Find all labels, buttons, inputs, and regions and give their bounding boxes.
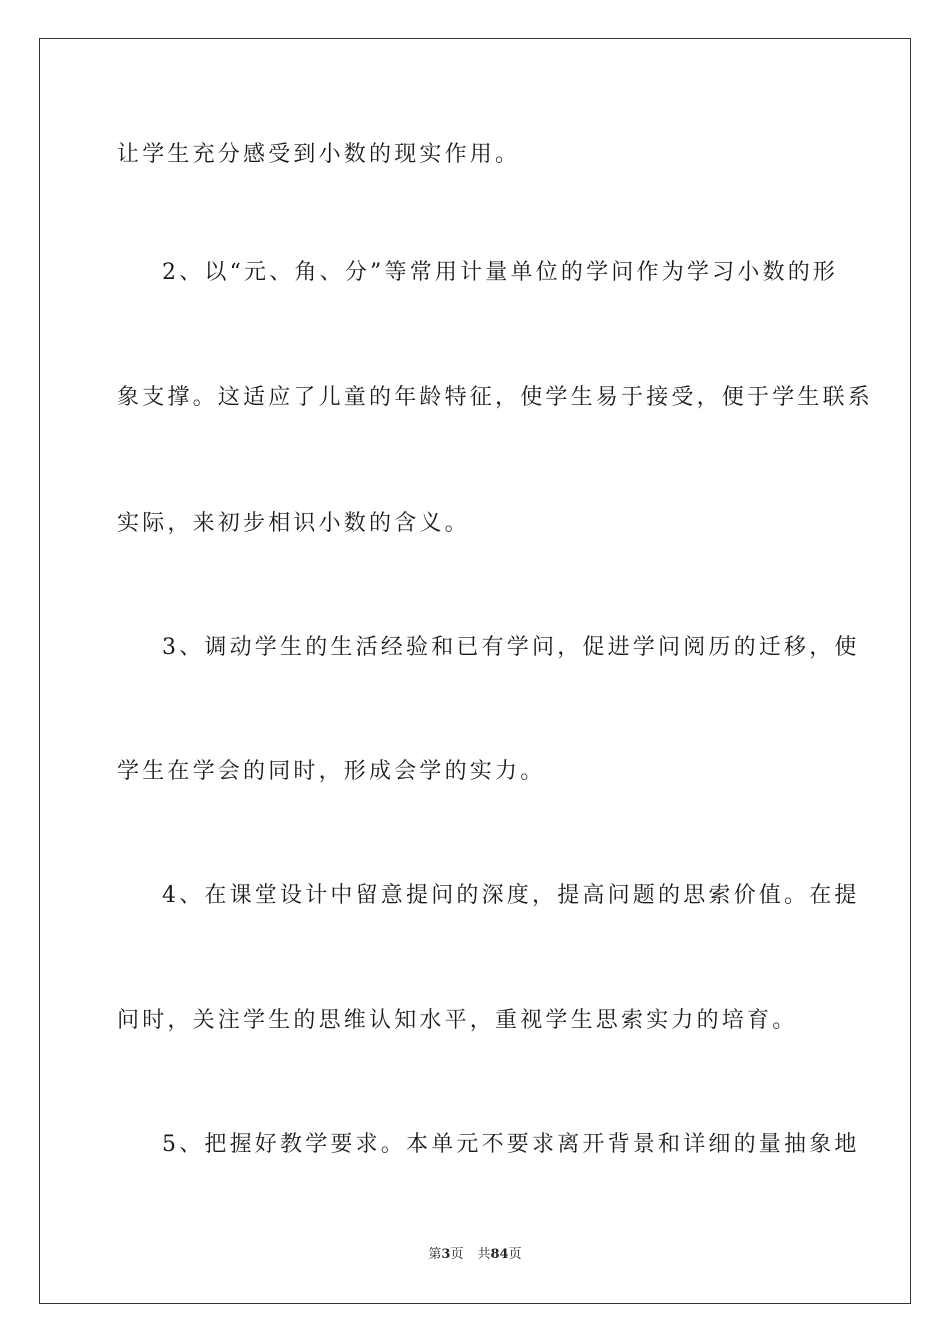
text-line-9: 5、把握好教学要求。本单元不要求离开背景和详细的量抽象地 xyxy=(162,1132,860,1157)
text-line-5: 3、调动学生的生活经验和已有学问，促进学问阅历的迁移，使 xyxy=(162,635,860,660)
text-line-6: 学生在学会的同时，形成会学的实力。 xyxy=(117,759,546,784)
text-line-7: 4、在课堂设计中留意提问的深度，提高问题的思索价值。在提 xyxy=(162,883,860,908)
text-line-3: 象支撑。这适应了儿童的年龄特征，使学生易于接受，便于学生联系 xyxy=(117,385,874,410)
footer-current-page: 3 xyxy=(441,1247,451,1262)
footer-page-suffix: 页 xyxy=(450,1247,464,1262)
footer-page-prefix: 第 xyxy=(428,1247,442,1262)
text-line-8: 问时，关注学生的思维认知水平，重视学生思索实力的培育。 xyxy=(117,1008,798,1033)
page-footer xyxy=(0,1246,950,1264)
text-line-1: 让学生充分感受到小数的现实作用。 xyxy=(117,142,521,167)
page-frame xyxy=(39,38,911,1304)
text-line-2: 2、以“元、角、分”等常用计量单位的学问作为学习小数的形 xyxy=(162,260,839,285)
footer-total-pages: 84 xyxy=(490,1247,509,1262)
footer-total-prefix: 共 xyxy=(477,1247,491,1262)
footer-total-suffix: 页 xyxy=(508,1247,522,1262)
text-line-4: 实际，来初步相识小数的含义。 xyxy=(117,511,470,536)
